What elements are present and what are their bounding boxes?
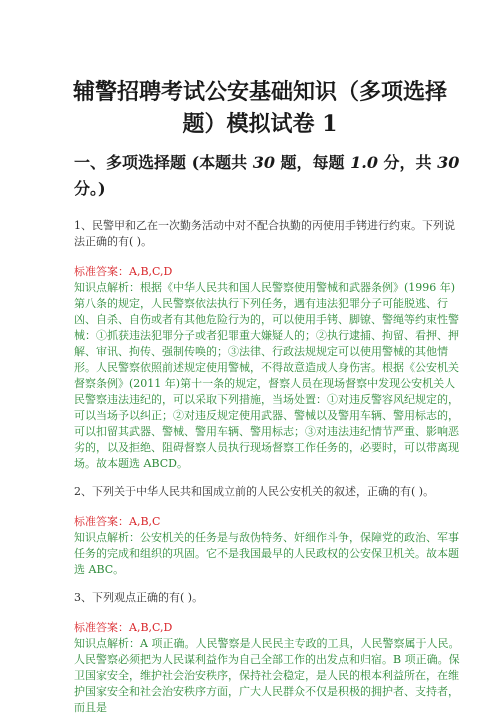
question-text: 2、下列关于中华人民共和国成立前的人民公安机关的叙述，正确的有( )。 bbox=[74, 485, 435, 498]
question-list bbox=[74, 218, 460, 728]
answer-analysis: 知识点解析：公安机关的任务是与敌伪特务、奸细作斗争，保障党的政治、军事任务的完成和组织的巩固。它不是我国最早的人民政权的公安保卫机关。故本题选 ABC。 bbox=[74, 531, 459, 576]
standard-answer: 标准答案：A,B,C,D bbox=[74, 621, 173, 634]
answer-analysis: 知识点解析：A 项正确。人民警察是人民民主专政的工具，人民警察属于人民。人民警察必须把为人民谋利益作为自己全部工作的出发点和归宿。B 项正确。保卫国家安全，维护社会治安秩序，保持社会稳定，是人民的根本利益所在，在维护国家安全和社会治安秩序方面，广大人民群众不仅是积极的拥护者、支持者，而且是 bbox=[74, 637, 460, 714]
total-score: 30 bbox=[437, 153, 460, 172]
document-title: 辅警招聘考试公安基础知识（多项选择题）模拟试卷 1 bbox=[72, 79, 447, 137]
question-item bbox=[74, 590, 460, 716]
section-heading-suffix: 分。) bbox=[74, 179, 106, 198]
section-heading-mid1: 题，每题 bbox=[274, 153, 351, 172]
question-item bbox=[74, 218, 460, 472]
question-text: 1、民警甲和乙在一次勤务活动中对不配合执勤的丙使用手铐进行约束。下列说法正确的有( )。 bbox=[74, 219, 455, 248]
section-heading bbox=[74, 150, 460, 202]
section-heading-prefix: 一、多项选择题 (本题共 bbox=[74, 153, 253, 172]
answer-analysis: 知识点解析：根据《中华人民共和国人民警察使用警械和武器条例》(1996 年)第八条的规定，人民警察依法执行下列任务，遇有违法犯罪分子可能脱逃、行凶、自杀、自伤或者有其他危险行为的，可以使用手铐、脚镣、警绳等约束性警械：①抓获违法犯罪分子或者犯罪重大嫌疑人的；②执行逮捕、拘留、看押、押解、审讯、拘传、强制传唤的；③法律、行政法规规定可以使用警械的其他情形。人民警察依照前述规定使用警械，不得故意造成人身伤害。根据《公安机关督察条例》(2011 年)第十一条的规定，督察人员在现场督察中发现公安机关人民警察违法违纪的，可以采取下列措施，当场处置：①对违反警容风纪规定的，可以当场予以纠正；②对违反规定使用武器、警械以及警用车辆、警用标志的，可以扣留其武器、警械、警用车辆、警用标志；③对违法违纪情节严重、影响恶劣的，以及拒绝、阻碍督察人员执行现场督察工作任务的，必要时，可以带离现场。故本题选 ABCD。 bbox=[74, 281, 459, 470]
question-text: 3、下列观点正确的有( )。 bbox=[74, 591, 204, 604]
standard-answer: 标准答案：A,B,C bbox=[74, 515, 161, 528]
score-per-question: 1.0 bbox=[350, 153, 378, 172]
question-item bbox=[74, 484, 460, 578]
standard-answer: 标准答案：A,B,C,D bbox=[74, 265, 173, 278]
question-count: 30 bbox=[252, 153, 275, 172]
section-heading-mid2: 分，共 bbox=[377, 153, 438, 172]
